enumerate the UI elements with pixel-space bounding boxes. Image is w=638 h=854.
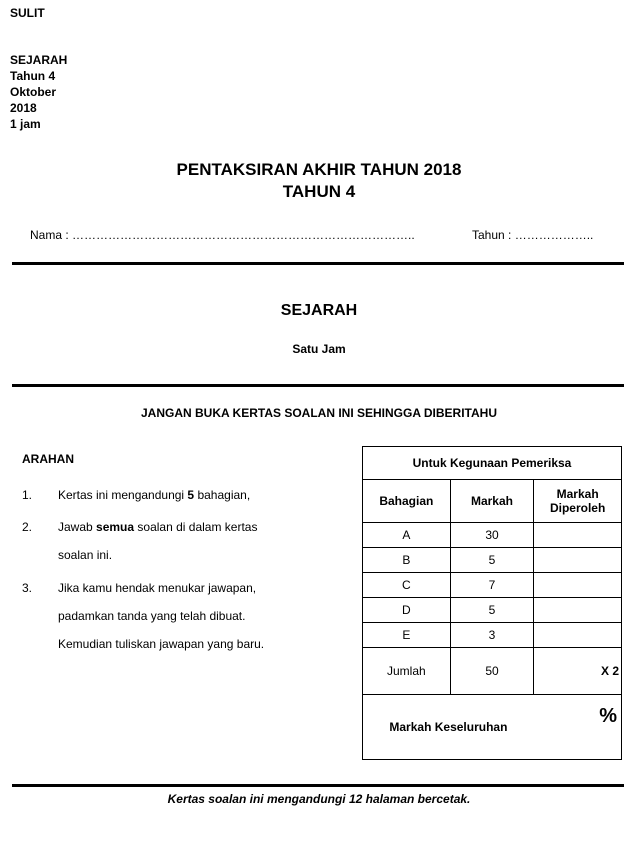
divider-middle — [12, 384, 624, 387]
instruction-number: 1. — [22, 488, 33, 502]
table-row — [363, 573, 622, 598]
overall-label: Markah Keseluruhan — [363, 695, 534, 760]
section-cell: E — [363, 623, 451, 648]
column-header: Markah — [450, 480, 534, 523]
section-cell: D — [363, 598, 451, 623]
instruction-number: 2. — [22, 520, 33, 534]
section-cell: B — [363, 548, 451, 573]
multiplier-cell[interactable]: X 2 — [534, 648, 622, 695]
instructions-heading: ARAHAN — [22, 452, 74, 466]
table-row — [363, 523, 622, 548]
section-cell: A — [363, 523, 451, 548]
marks-cell: 30 — [450, 523, 534, 548]
instruction-number: 3. — [22, 581, 33, 595]
subject-code: SEJARAH — [10, 53, 68, 67]
percent-cell[interactable]: % — [534, 695, 622, 760]
divider-top — [12, 262, 624, 265]
instruction-text: soalan ini. — [58, 548, 113, 562]
subject-heading: SEJARAH — [280, 302, 358, 319]
section-cell: C — [363, 573, 451, 598]
marks-cell: 7 — [450, 573, 534, 598]
table-row — [363, 623, 622, 648]
exam-title: PENTAKSIRAN AKHIR TAHUN 2018 — [176, 160, 462, 179]
marks-cell: 5 — [450, 598, 534, 623]
warning-text: JANGAN BUKA KERTAS SOALAN INI SEHINGGA DIBERITAHU — [140, 406, 497, 420]
column-header: Markah Diperoleh — [534, 480, 622, 523]
obtained-cell[interactable] — [534, 548, 622, 573]
examiner-score-table — [362, 446, 622, 760]
score-table-title: Untuk Kegunaan Pemeriksa — [363, 447, 622, 480]
instruction-text: Jika kamu hendak menukar jawapan, — [58, 581, 257, 595]
total-marks: 50 — [450, 648, 534, 695]
exam-subtitle: TAHUN 4 — [282, 182, 356, 201]
exam-duration: 1 jam — [10, 117, 41, 131]
instruction-text: Kemudian tuliskan jawapan yang baru. — [58, 637, 265, 651]
exam-year: 2018 — [10, 101, 37, 115]
classification-label: SULIT — [10, 6, 45, 20]
year-level: Tahun 4 — [10, 69, 56, 83]
total-label: Jumlah — [363, 648, 451, 695]
divider-bottom — [12, 784, 624, 787]
footer-note: Kertas soalan ini mengandungi 12 halaman bercetak. — [167, 792, 471, 806]
overall-row — [363, 695, 622, 760]
obtained-cell[interactable] — [534, 598, 622, 623]
instruction-text: Kertas ini mengandungi 5 bahagian, — [58, 488, 251, 502]
instruction-text: Jawab semua soalan di dalam kertas — [58, 520, 258, 534]
class-field[interactable]: Tahun : ……………….. — [472, 228, 594, 242]
table-row — [363, 598, 622, 623]
subject-duration: Satu Jam — [292, 342, 346, 356]
table-row — [363, 548, 622, 573]
marks-cell: 5 — [450, 548, 534, 573]
total-row — [363, 648, 622, 695]
name-field[interactable]: Nama : ………………………………………………………………………….. — [30, 228, 415, 242]
column-header: Bahagian — [363, 480, 451, 523]
obtained-cell[interactable] — [534, 623, 622, 648]
marks-cell: 3 — [450, 623, 534, 648]
obtained-cell[interactable] — [534, 573, 622, 598]
paper-info — [10, 52, 67, 132]
exam-month: Oktober — [10, 85, 57, 99]
instruction-text: padamkan tanda yang telah dibuat. — [58, 609, 246, 623]
obtained-cell[interactable] — [534, 523, 622, 548]
